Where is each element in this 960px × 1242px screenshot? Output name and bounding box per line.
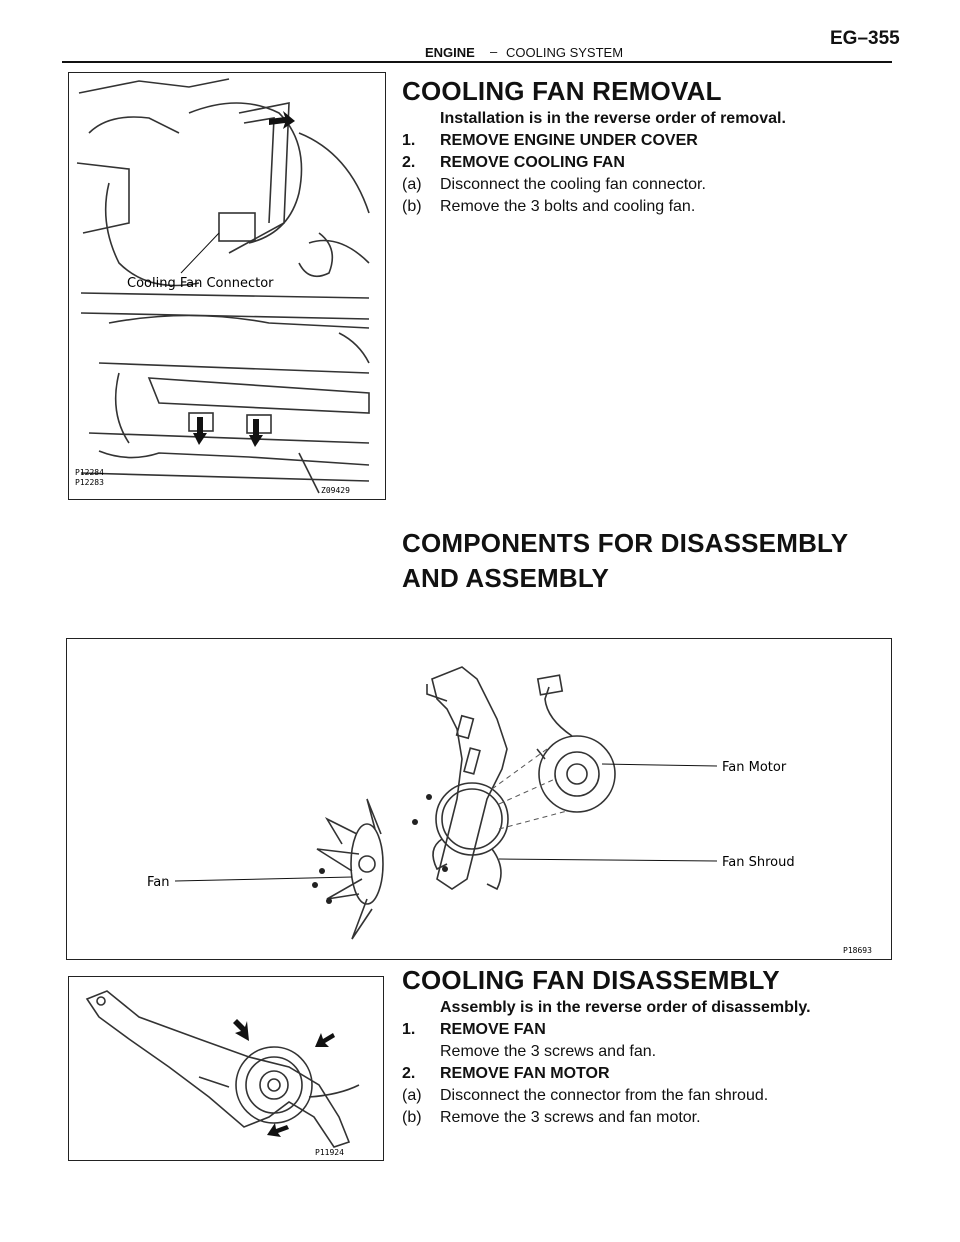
disassembly-step-1-detail: Remove the 3 screws and fan. (440, 1043, 657, 1060)
fan-shroud-label: Fan Shroud (722, 855, 795, 870)
components-title: COMPONENTS FOR DISASSEMBLY AND ASSEMBLY (402, 528, 848, 593)
header-section: ENGINE (425, 45, 475, 60)
fan-motor-illustration (69, 977, 383, 1160)
figure2-code: P18693 (843, 946, 872, 955)
disassembly-step-1: 1. REMOVE FAN (402, 1021, 546, 1038)
fan-label: Fan (147, 875, 170, 890)
figure-fan-motor-screws (68, 976, 384, 1161)
removal-step-2: 2. REMOVE COOLING FAN (402, 154, 625, 171)
header-separator: – (490, 44, 498, 59)
removal-steps (402, 108, 786, 218)
disassembly-steps (402, 997, 811, 1129)
cooling-fan-connector-label: Cooling Fan Connector (127, 276, 274, 291)
removal-step-2b: (b) Remove the 3 bolts and cooling fan. (402, 198, 696, 215)
removal-step-2a: (a) Disconnect the cooling fan connector. (402, 176, 706, 193)
figure-cooling-fan-connector (68, 72, 386, 500)
disassembly-step-2a: (a) Disconnect the connector from the fan shroud. (402, 1087, 769, 1104)
engine-bay-illustration (69, 73, 385, 499)
figure-components (66, 638, 892, 960)
removal-title: COOLING FAN REMOVAL (402, 76, 722, 106)
figure3-code: P11924 (315, 1148, 344, 1157)
disassembly-note: Assembly is in the reverse order of disassembly. (440, 999, 811, 1016)
components-illustration (67, 639, 891, 959)
disassembly-title: COOLING FAN DISASSEMBLY (402, 965, 780, 995)
page-number: EG–355 (830, 28, 900, 49)
disassembly-step-2b: (b) Remove the 3 screws and fan motor. (402, 1109, 701, 1126)
disassembly-step-2: 2. REMOVE FAN MOTOR (402, 1065, 610, 1082)
header-rule (62, 61, 892, 63)
figure1-code-a: P12284 (75, 468, 104, 477)
figure1-code-c: Z09429 (321, 486, 350, 495)
removal-step-1: 1. REMOVE ENGINE UNDER COVER (402, 132, 698, 149)
fan-motor-label: Fan Motor (722, 760, 787, 775)
removal-note: Installation is in the reverse order of removal. (440, 110, 786, 127)
header-subsection: COOLING SYSTEM (506, 45, 624, 60)
figure1-code-b: P12283 (75, 478, 104, 487)
